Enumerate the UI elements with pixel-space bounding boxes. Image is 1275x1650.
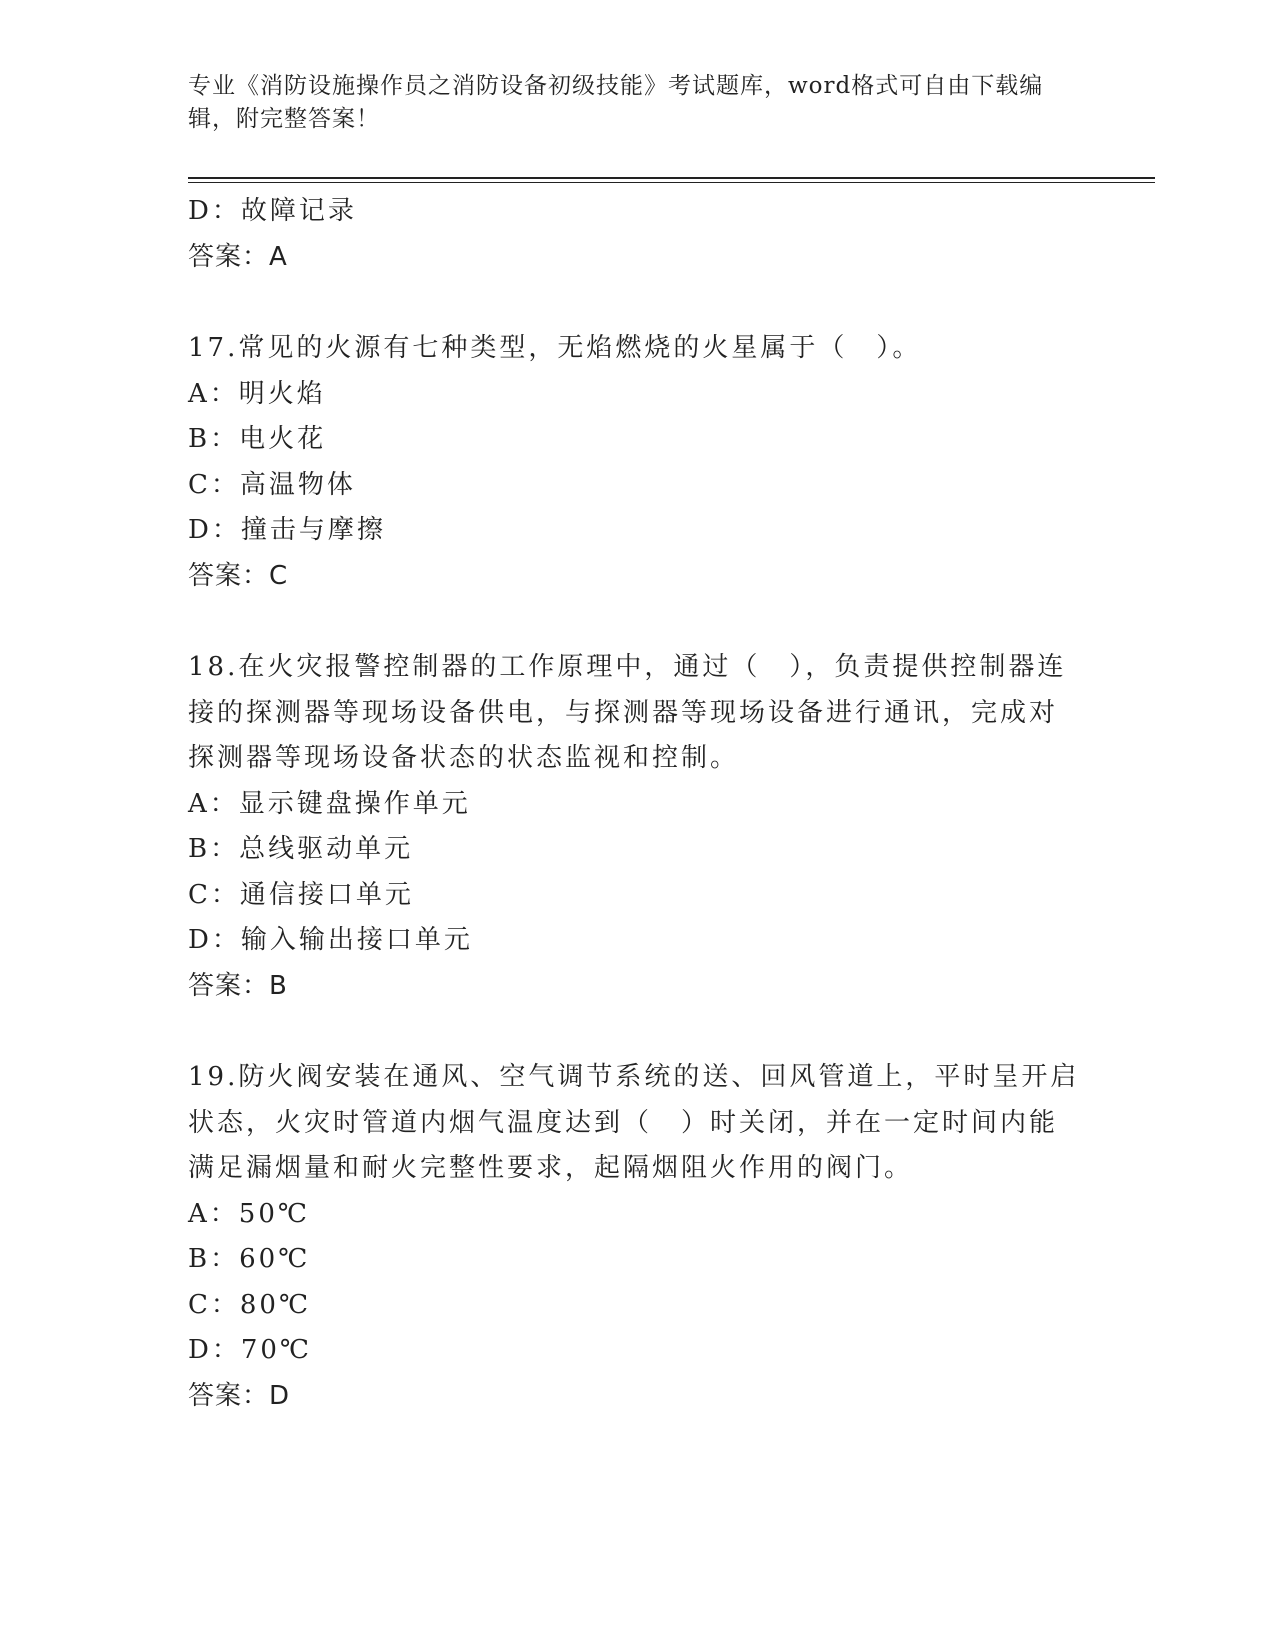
option-c: C：通信接口单元 xyxy=(188,879,414,910)
option-b: B：电火花 xyxy=(188,424,327,454)
document-body xyxy=(188,189,1088,1419)
option-c: C：高温物体 xyxy=(188,469,356,500)
option-d: D：输入输出接口单元 xyxy=(188,925,473,955)
option-b: B：总线驱动单元 xyxy=(188,834,414,864)
question-stem-line-3: 探测器等现场设备状态的状态监视和控制。 xyxy=(188,743,740,773)
option-c: C：80℃ xyxy=(188,1289,312,1320)
question-stem: 17.常见的火源有七种类型，无焰燃烧的火星属于（ ）。 xyxy=(188,333,922,363)
option-a: A：显示键盘操作单元 xyxy=(188,788,471,819)
spacer xyxy=(188,280,1088,326)
question-stem-line-2: 状态，火灾时管道内烟气温度达到（ ）时关闭，并在一定时间内能 xyxy=(188,1107,1059,1138)
question-18 xyxy=(188,645,1088,1009)
header-divider-thick xyxy=(188,177,1155,179)
spacer xyxy=(188,599,1088,645)
option-d: D：撞击与摩擦 xyxy=(188,515,386,545)
header-line-2: 辑，附完整答案！ xyxy=(188,106,380,132)
option-a: A：明火焰 xyxy=(188,378,326,409)
question-stem-line-1: 18.在火灾报警控制器的工作原理中，通过（ ），负责提供控制器连 xyxy=(188,652,1067,682)
option-b: B：60℃ xyxy=(188,1244,311,1274)
answer-line: 答案：A xyxy=(188,241,288,272)
answer-line: 答案：C xyxy=(188,560,289,591)
answer-line: 答案：B xyxy=(188,970,288,1001)
previous-question-tail xyxy=(188,189,1088,280)
document-header xyxy=(188,70,1068,136)
spacer xyxy=(188,1009,1088,1055)
question-stem-line-1: 19.防火阀安装在通风、空气调节系统的送、回风管道上，平时呈开启 xyxy=(188,1062,1080,1092)
question-stem-line-2: 接的探测器等现场设备供电，与探测器等现场设备进行通讯，完成对 xyxy=(188,697,1059,728)
question-stem-line-3: 满足漏烟量和耐火完整性要求，起隔烟阻火作用的阀门。 xyxy=(188,1153,914,1183)
option-a: A：50℃ xyxy=(188,1198,310,1229)
question-17 xyxy=(188,326,1088,599)
answer-line: 答案：D xyxy=(188,1380,291,1411)
option-d: D：70℃ xyxy=(188,1335,313,1365)
question-19 xyxy=(188,1055,1088,1419)
option-d: D：故障记录 xyxy=(188,196,357,226)
header-line-1: 专业《消防设施操作员之消防设备初级技能》考试题库，word格式可自由下载编 xyxy=(188,73,1044,99)
header-divider-thin xyxy=(188,182,1155,183)
